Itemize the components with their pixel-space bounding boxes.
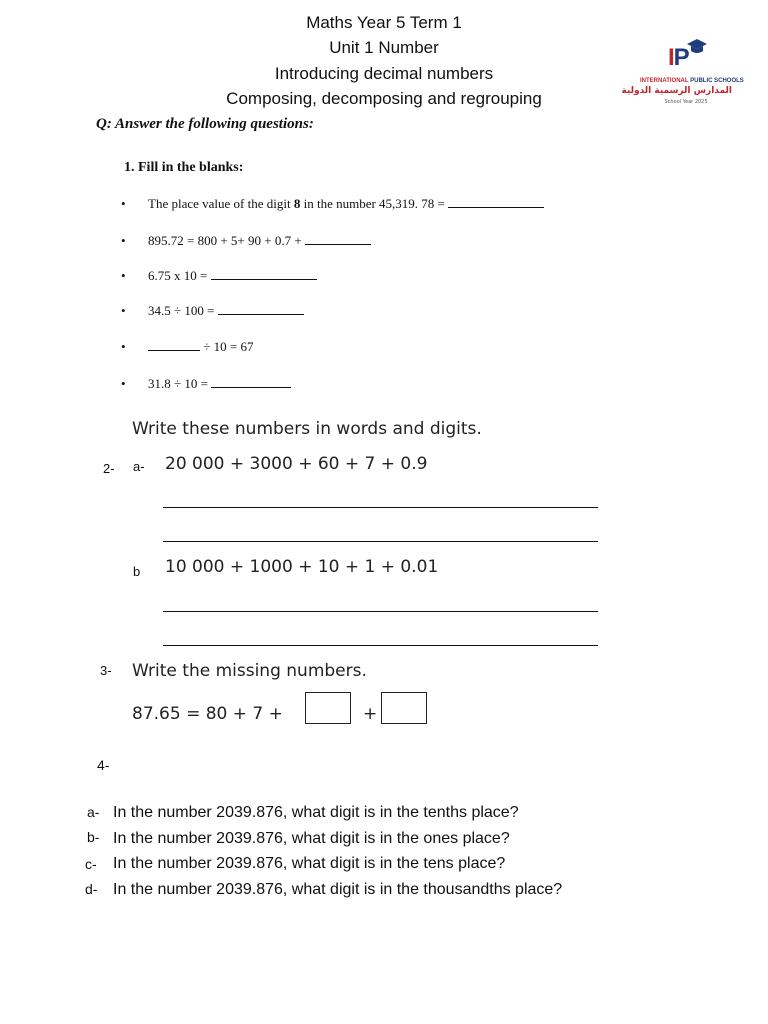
unit-title: Unit 1 Number — [329, 38, 439, 57]
fill-blank-item-2: 895.72 = 800 + 5+ 90 + 0.7 + — [148, 233, 371, 249]
bullet: • — [121, 268, 126, 283]
part-b-marker: b- — [87, 829, 100, 845]
bullet: • — [121, 196, 126, 211]
question-number-4: 4- — [97, 757, 110, 773]
part-b-marker: b — [133, 564, 141, 579]
fill-blank-item-4: 34.5 ÷ 100 = — [148, 303, 304, 319]
expression-b: 10 000 + 1000 + 10 + 1 + 0.01 — [165, 557, 439, 577]
answer-blank[interactable] — [211, 278, 317, 280]
answer-line-b-words[interactable] — [163, 611, 598, 612]
worksheet-title: Maths Year 5 Term 1 — [306, 13, 462, 32]
question-heading: Q: Answer the following questions: — [96, 116, 314, 132]
logo-english-name: INTERNATIONAL PUBLIC SCHOOLS — [640, 78, 744, 84]
bullet: • — [121, 233, 126, 248]
question-4b: In the number 2039.876, what digit is in the ones place? — [113, 830, 510, 847]
part-a-marker: a- — [87, 804, 100, 820]
logo-arabic-name: المدارس الرسمية الدولية — [621, 86, 732, 96]
answer-blank[interactable] — [218, 313, 304, 315]
subtopic-title: Composing, decomposing and regrouping — [226, 89, 542, 108]
answer-blank[interactable] — [305, 243, 371, 245]
part-a-marker: a- — [133, 459, 145, 474]
missing-number-box-2[interactable] — [381, 692, 427, 724]
section3-heading: Write the missing numbers. — [132, 661, 367, 681]
question-4d: In the number 2039.876, what digit is in the thousandths place? — [113, 881, 563, 898]
school-logo — [621, 42, 744, 110]
question-4a: In the number 2039.876, what digit is in the tenths place? — [113, 804, 519, 821]
answer-line-b-digits[interactable] — [163, 645, 598, 646]
answer-line-a-digits[interactable] — [163, 541, 598, 542]
fill-blank-item-5: ÷ 10 = 67 — [148, 339, 253, 355]
answer-line-a-words[interactable] — [163, 507, 598, 508]
missing-number-box-1[interactable] — [305, 692, 351, 724]
bullet: • — [121, 303, 126, 318]
question-number-3: 3- — [100, 663, 112, 678]
answer-blank[interactable] — [148, 349, 200, 351]
answer-blank[interactable] — [448, 206, 544, 208]
fill-blank-item-3: 6.75 x 10 = — [148, 268, 317, 284]
expression-missing: 87.65 = 80 + 7 + — [132, 704, 283, 724]
bullet: • — [121, 339, 126, 354]
section1-title: 1. Fill in the blanks: — [124, 160, 244, 175]
topic-title: Introducing decimal numbers — [274, 64, 494, 83]
fill-blank-item-1: The place value of the digit 8 in the number 45,319. 78 = — [148, 196, 544, 212]
part-d-marker: d- — [85, 881, 98, 897]
part-c-marker: c- — [85, 856, 97, 872]
graduation-cap-icon — [686, 38, 708, 56]
plus-sign: + — [363, 704, 378, 724]
logo-tagline: School Year 2025 — [664, 99, 708, 105]
fill-blank-item-6: 31.8 ÷ 10 = — [148, 376, 291, 392]
logo-mark: IP — [668, 44, 689, 71]
question-4c: In the number 2039.876, what digit is in the tens place? — [113, 855, 506, 872]
bullet: • — [121, 376, 126, 391]
section2-heading: Write these numbers in words and digits. — [132, 419, 482, 439]
question-number-2: 2- — [103, 461, 115, 476]
answer-blank[interactable] — [211, 386, 291, 388]
expression-a: 20 000 + 3000 + 60 + 7 + 0.9 — [165, 454, 428, 474]
